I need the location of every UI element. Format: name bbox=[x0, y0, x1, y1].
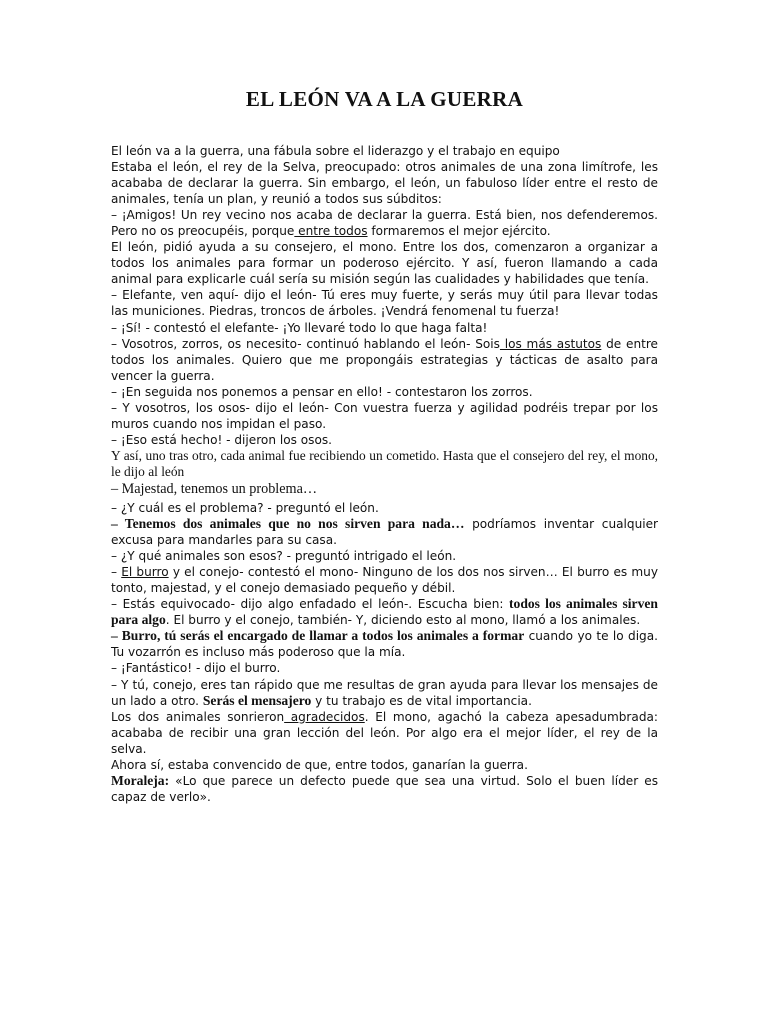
paragraph: – ¿Y cuál es el problema? - preguntó el león. bbox=[111, 500, 379, 515]
paragraph: – Estás equivocado- dijo algo enfadado el león-. Escucha bien: todos los animales sirven para algo. El burro y el conejo, también- Y, diciendo esto al mono, llamó a los animales. bbox=[111, 596, 658, 628]
paragraph: Los dos animales sonrieron agradecidos. El mono, agachó la cabeza apesadumbrada: acababa de recibir una gran lección del león. Por algo era el mejor líder, el rey de la selva. bbox=[111, 709, 658, 756]
paragraph: – ¡Amigos! Un rey vecino nos acaba de declarar la guerra. Está bien, nos defenderemos. Pero no os preocupéis, porque entre todos formaremos el mejor ejército. bbox=[111, 208, 658, 239]
bold-text: Serás el mensajero bbox=[202, 692, 312, 708]
underlined-text: los más astutos bbox=[499, 336, 602, 351]
bold-text: Moraleja: bbox=[111, 772, 170, 788]
paragraph: – ¡Sí! - contestó el elefante- ¡Yo llevaré todo lo que haga falta! bbox=[111, 320, 488, 335]
paragraph: – Y tú, conejo, eres tan rápido que me resultas de gran ayuda para llevar los mensajes de un lado a otro. Serás el mensajero y tu trabajo es de vital importancia. bbox=[111, 677, 658, 708]
paragraph: – Vosotros, zorros, os necesito- continuó hablando el león- Sois los más astutos de entre todos los animales. Quiero que me propongáis estrategias y tácticas de asalto para vencer la guerra. bbox=[111, 336, 658, 383]
paragraph: – ¡Fantástico! - dijo el burro. bbox=[111, 661, 281, 676]
paragraph: – ¿Y qué animales son esos? - preguntó intrigado el león. bbox=[111, 549, 457, 564]
paragraph: Estaba el león, el rey de la Selva, preocupado: otros animales de una zona limítrofe, les acababa de declarar la guerra. Sin embargo, el león, un fabuloso líder entre el resto de animales, tenía un plan, y reunió a todos sus súbditos: bbox=[111, 160, 658, 207]
paragraph: – ¡Eso está hecho! - dijeron los osos. bbox=[111, 432, 332, 447]
paragraph: Y así, uno tras otro, cada animal fue recibiendo un cometido. Hasta que el consejero del rey, el mono, le dijo al león bbox=[111, 447, 658, 479]
document-body bbox=[111, 143, 658, 805]
bold-text: – Tenemos dos animales que no nos sirven para nada… bbox=[111, 516, 465, 532]
paragraph: – Elefante, ven aquí- dijo el león- Tú eres muy fuerte, y serás muy útil para llevar todas las municiones. Piedras, troncos de árboles. ¡Vendrá fenomenal tu fuerza! bbox=[111, 288, 658, 319]
paragraph: – Majestad, tenemos un problema… bbox=[111, 480, 318, 497]
underlined-text: entre todos bbox=[294, 224, 368, 239]
underlined-text: agradecidos bbox=[284, 709, 365, 724]
paragraph: – Tenemos dos animales que no nos sirven para nada… podríamos inventar cualquier excusa para mandarles para su casa. bbox=[111, 516, 659, 548]
paragraph: Ahora sí, estaba convencido de que, entre todos, ganarían la guerra. bbox=[111, 757, 528, 772]
subtitle-line: El león va a la guerra, una fábula sobre el liderazgo y el trabajo en equipo bbox=[111, 144, 560, 158]
paragraph: – Y vosotros, los osos- dijo el león- Con vuestra fuerza y agilidad podréis trepar por los muros cuando nos impidan el paso. bbox=[111, 400, 658, 431]
paragraph: – Burro, tú serás el encargado de llamar a todos los animales a formar cuando yo te lo diga. Tu vozarrón es incluso más poderoso que la mía. bbox=[111, 628, 658, 660]
moral-paragraph: Moraleja: «Lo que parece un defecto puede que sea una virtud. Solo el buen líder es capaz de verlo». bbox=[111, 772, 658, 804]
paragraph: El león, pidió ayuda a su consejero, el mono. Entre los dos, comenzaron a organizar a todos los animales para formar un poderoso ejército. Y así, fueron llamando a cada animal para explicarle cuál sería su misión según las cualidades y habilidades que tenía. bbox=[111, 240, 658, 287]
underlined-text: El burro bbox=[121, 565, 169, 580]
document-title: EL LEÓN VA A LA GUERRA bbox=[245, 87, 524, 111]
bold-text: todos los animales sirven para algo bbox=[111, 596, 658, 628]
bold-text: – Burro, tú serás el encargado de llamar a todos los animales a formar bbox=[111, 628, 525, 644]
paragraph: – El burro y el conejo- contestó el mono- Ninguno de los dos nos sirven… El burro es muy tonto, majestad, y el conejo demasiado pequeño y débil. bbox=[111, 565, 658, 596]
paragraph: – ¡En seguida nos ponemos a pensar en ello! - contestaron los zorros. bbox=[111, 384, 533, 399]
